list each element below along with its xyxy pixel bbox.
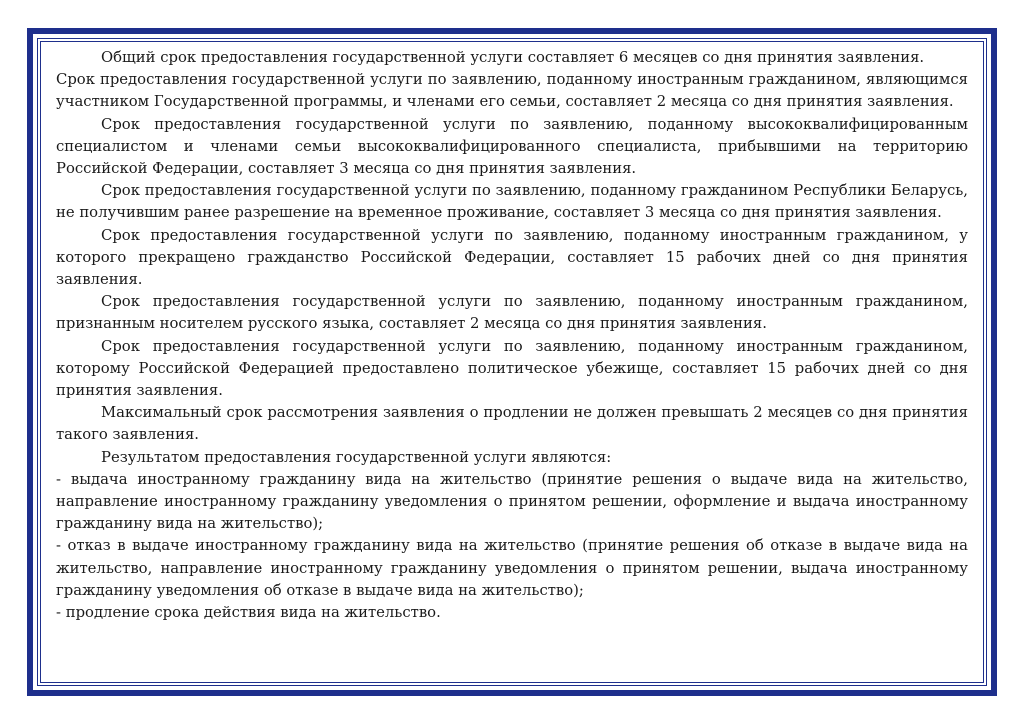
paragraph: Срок предоставления государственной услуги по заявлению, поданному высококвалифицированным специалистом и членами семьи высококвалифицированного специалиста, прибывшими на территорию Российской Федерации, составляет 3 месяца со дня принятия заявления. <box>56 115 968 178</box>
paragraph: Результатом предоставления государственной услуги являются: <box>101 448 612 466</box>
list-item: - выдача иностранному гражданину вида на жительство (принятие решения о выдаче вида на жительство, направление иностранному гражданину уведомления о принятом решении, оформление и выдача иностранному гражданину вида на жительство); <box>56 470 968 533</box>
paragraph: Срок предоставления государственной услуги по заявлению, поданному иностранным гражданином, которому Российской Федерацией предоставлено политическое убежище, составляет 15 рабочих дней со дня принятия заявления. <box>56 337 968 400</box>
document-body <box>56 47 968 624</box>
paragraph: Срок предоставления государственной услуги по заявлению, поданному гражданином Республики Беларусь, не получившим ранее разрешение на временное проживание, составляет 3 месяца со дня принятия заявления. <box>56 182 968 222</box>
paragraph: Срок предоставления государственной услуги по заявлению, поданному иностранным гражданином, у которого прекращено гражданство Российской Федерации, составляет 15 рабочих дней со дня принятия заявления. <box>56 226 968 289</box>
paragraph: Максимальный срок рассмотрения заявления о продлении не должен превышать 2 месяцев со дня принятия такого заявления. <box>56 404 968 444</box>
list-item: - отказ в выдаче иностранному гражданину вида на жительство (принятие решения об отказе в выдаче вида на жительство, направление иностранному гражданину уведомления о принятом решении, выдача иностранному гражданину уведомления об отказе в выдаче вида на жительство); <box>56 537 968 599</box>
paragraph: Срок предоставления государственной услуги по заявлению, поданному иностранным гражданином, являющимся участником Государственной программы, и членами его семьи, составляет 2 месяца со дня принятия заявления. <box>56 71 968 111</box>
paragraph: Срок предоставления государственной услуги по заявлению, поданному иностранным гражданином, признанным носителем русского языка, составляет 2 месяца со дня принятия заявления. <box>56 293 968 333</box>
paragraph: Общий срок предоставления государственной услуги составляет 6 месяцев со дня принятия заявления. <box>101 49 925 66</box>
list-item: - продление срока действия вида на жительство. <box>56 604 441 622</box>
